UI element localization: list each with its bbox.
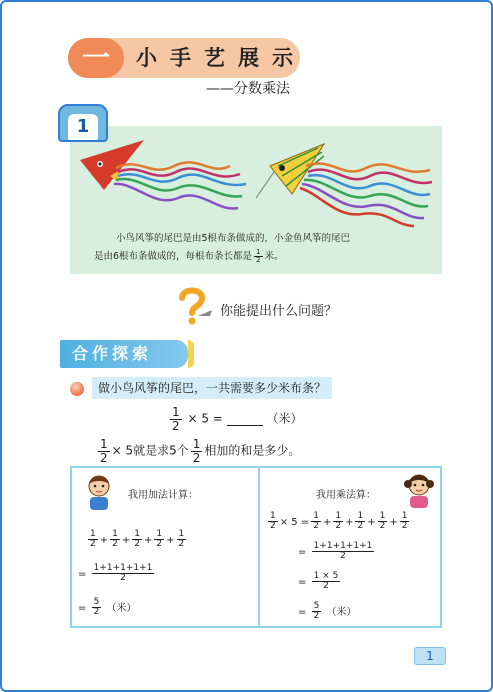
equation-2: $\frac{1}{2}$ × 5就是求5个 $\frac{1}{2}$ 相加的和是多少。	[100, 437, 301, 465]
girl-avatar	[402, 470, 436, 510]
fraction-half: $\frac{1}{2}$	[256, 247, 261, 264]
explore-banner: 合作探索	[60, 340, 188, 368]
fraction-half: $\frac{1}{2}$	[172, 405, 180, 433]
problem-text	[94, 230, 434, 266]
boy-avatar	[82, 472, 116, 512]
fraction-half: $\frac{1}{2}$	[192, 437, 201, 465]
bullet-icon	[70, 382, 84, 396]
fraction-half: $\frac{1}{2}$	[100, 437, 108, 465]
question-mark-icon	[174, 286, 214, 326]
problem-line-1: 小鸟风筝的尾巴是由5根布条做成的，小金鱼风筝的尾巴	[116, 233, 351, 244]
multiplication-method-label: 我用乘法算：	[316, 490, 376, 501]
multiplication-result: = $\frac{5}{2}$ （米）	[298, 601, 357, 622]
addition-line-1: $\frac{1}{2}$ + $\frac{1}{2}$ + $\frac{1}{2}$ + $\frac{1}{2}$ + $\frac{1}{2}$	[90, 529, 185, 550]
equation-1: $\frac{1}{2}$ × 5 = （米）	[172, 405, 303, 433]
example-badge	[58, 104, 108, 142]
answer-blank	[227, 413, 263, 426]
page-number: 1	[414, 647, 446, 665]
example-number: 1	[68, 114, 98, 140]
addition-method-label: 我用加法计算：	[128, 490, 198, 501]
question-prompt: 你能提出什么问题？	[220, 304, 338, 319]
multiplication-line-1: $\frac{1}{2}$ × 5 = $\frac{1}{2}$ + $\frac{1}{2}$ + $\frac{1}{2}$ + $\frac{1}{2}$ + $\frac{1}{2}$	[270, 511, 408, 532]
multiplication-line-3: = $\frac{1 \times 5}{2}$	[298, 571, 339, 592]
methods-box	[70, 466, 442, 628]
task-text: 做小鸟风筝的尾巴，一共需要多少米布条？	[92, 377, 332, 399]
methods-divider	[258, 468, 260, 626]
chapter-title: 小手艺展示	[136, 46, 306, 70]
multiplication-line-2: = $\frac{1+1+1+1+1}{2}$	[298, 541, 373, 562]
fish-kite-tail	[300, 163, 432, 226]
addition-line-2: = $\frac{1+1+1+1+1}{2}$	[78, 563, 153, 584]
subtitle: ——分数乘法	[206, 81, 290, 97]
kite-illustration-panel	[70, 126, 442, 274]
addition-result: = $\frac{5}{2}$ （米）	[78, 597, 137, 618]
bird-kite-tail	[114, 162, 246, 208]
chapter-number: 一	[68, 38, 124, 78]
problem-line-2: 是由6根布条做成的，每根布条长都是 $\frac{1}{2}$ 米。	[94, 247, 284, 264]
